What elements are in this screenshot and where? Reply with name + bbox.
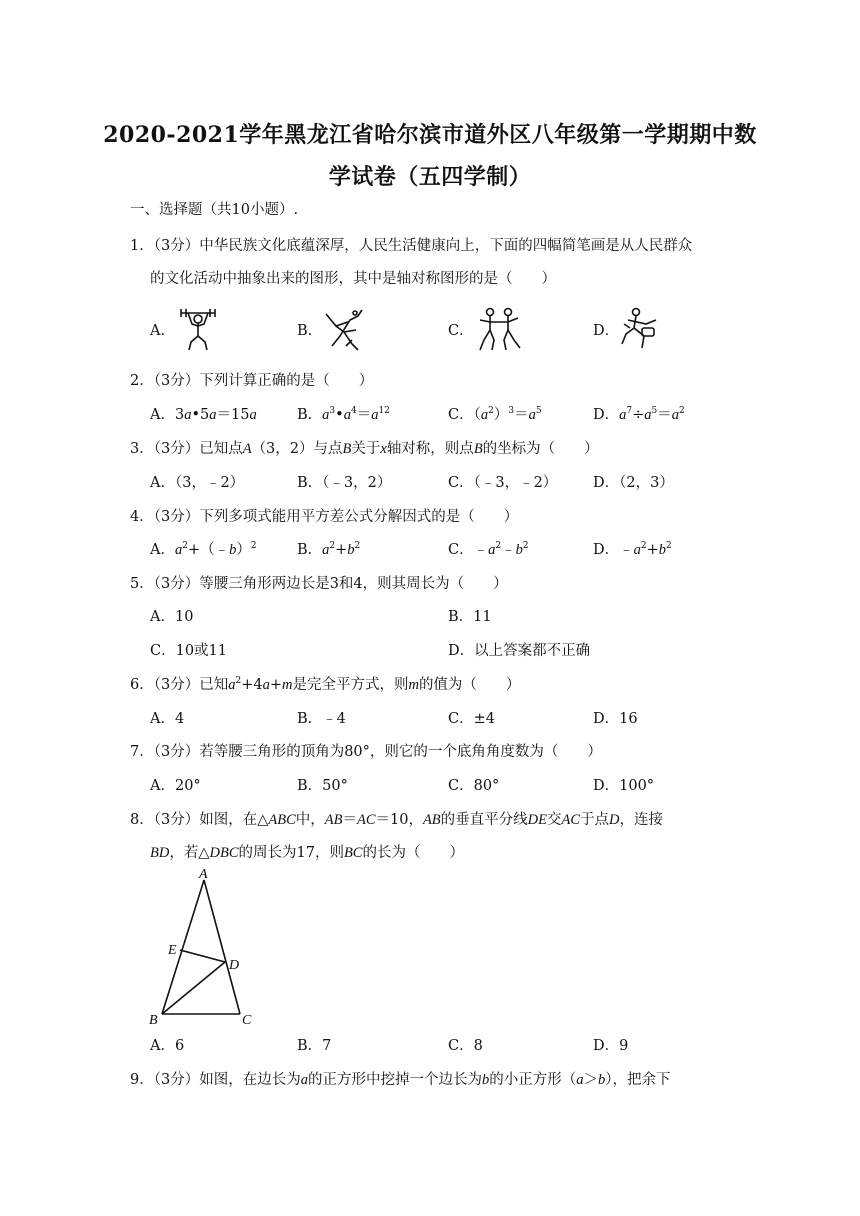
q3-option-d: D．（2，3）	[593, 475, 674, 491]
vertex-label-c: C	[242, 1013, 252, 1028]
vertex-label-e: E	[168, 943, 177, 958]
section-heading: 一、选择题（共10小题）.	[130, 202, 299, 218]
q1-line-2: 的文化活动中抽象出来的图形，其中是轴对称图形的是（ ）	[150, 271, 556, 287]
q5-option-a: A．10	[150, 609, 194, 625]
segment-bd	[162, 962, 225, 1014]
q1-option-a-label: A．	[150, 323, 175, 339]
q8-line-2: BD，若△DBC的周长为17，则BC的长为（ ）	[150, 845, 464, 861]
vertex-label-b: B	[149, 1013, 158, 1028]
q2-option-d: D．$a^7\div a^5=a^2$	[593, 406, 685, 423]
q8-triangle-figure	[140, 866, 270, 1032]
q3-option-a: A．（3，﹣2）	[150, 475, 245, 491]
q3-option-b: B．（﹣3，2）	[297, 475, 392, 491]
q4-option-b: B．$a^2+b^2$	[297, 541, 361, 558]
title-line-2: 学试卷（五四学制）	[328, 164, 532, 190]
q4-option-a: A．$a^2+(﹣b)^2$	[150, 541, 257, 558]
kung-fu-figure	[616, 306, 660, 352]
q4-option-d: D．$﹣a^2+b^2$	[593, 541, 672, 558]
q4-stem: 4．（3分）下列多项式能用平方差公式分解因式的是（ ）	[130, 509, 519, 525]
dancer-figure	[322, 306, 366, 352]
segment-ed	[180, 950, 225, 962]
segment-ac	[204, 880, 240, 1014]
q5-option-d: D．以上答案都不正确	[448, 643, 591, 659]
q8-line-1: 8．（3分）如图，在△ABC中，AB＝AC＝10，AB的垂直平分线DE交AC于点D，连接	[130, 812, 664, 828]
q6-option-b: B．﹣4	[297, 711, 346, 727]
q7-option-a: A．20°	[150, 778, 201, 794]
q6-option-d: D．16	[593, 711, 638, 727]
vertex-label-a: A	[199, 867, 208, 882]
weightlifter-figure	[178, 306, 218, 352]
q6-stem: 6．（3分）已知$a^2+4a+m$是完全平方式，则m的值为（ ）	[130, 676, 521, 693]
q8-option-b: B．7	[297, 1038, 332, 1054]
q5-option-b: B．11	[448, 609, 492, 625]
q1-line-1: 1．（3分）中华民族文化底蕴深厚，人民生活健康向上，下面的四幅简笔画是从人民群众	[130, 238, 693, 254]
q9-line-1: 9．（3分）如图，在边长为a的正方形中挖掉一个边长为b的小正方形（a＞b），把余下	[130, 1072, 671, 1088]
q6-option-a: A．4	[150, 711, 185, 727]
q3-stem: 3．（3分）已知点A（3，2）与点B关于x轴对称，则点B的坐标为（ ）	[130, 441, 599, 457]
vertex-label-d: D	[229, 958, 240, 973]
q5-stem: 5．（3分）等腰三角形两边长是3和4，则其周长为（ ）	[130, 576, 508, 592]
q8-option-d: D．9	[593, 1038, 629, 1054]
q1-option-b-label: B．	[297, 323, 323, 339]
q1-option-c-label: C．	[448, 323, 474, 339]
q8-option-a: A．6	[150, 1038, 185, 1054]
q7-stem: 7．（3分）若等腰三角形的顶角为80°，则它的一个底角角度数为（ ）	[130, 744, 602, 760]
q7-option-c: C．80°	[448, 778, 500, 794]
title-line-1: 2020-2021学年黑龙江省哈尔滨市道外区八年级第一学期期中数	[103, 122, 757, 148]
q5-option-c: C．10或11	[150, 643, 227, 659]
q4-option-c: C．$﹣a^2﹣b^2$	[448, 541, 529, 558]
q2-option-c: C．$(a^2)^3=a^5$	[448, 406, 542, 423]
q7-option-d: D．100°	[593, 778, 655, 794]
q3-option-c: C．（﹣3，﹣2）	[448, 475, 558, 491]
q7-option-b: B．50°	[297, 778, 348, 794]
q2-option-b: B．$a^3•a^4=a^{12}$	[297, 406, 390, 423]
q8-option-c: C．8	[448, 1038, 483, 1054]
q2-stem: 2．（3分）下列计算正确的是（ ）	[130, 373, 374, 389]
partner-dance-figure	[474, 306, 524, 352]
q1-option-d-label: D．	[593, 323, 620, 339]
q6-option-c: C．±4	[448, 711, 495, 727]
q2-option-a: A．3a•5a＝15a	[150, 407, 257, 423]
